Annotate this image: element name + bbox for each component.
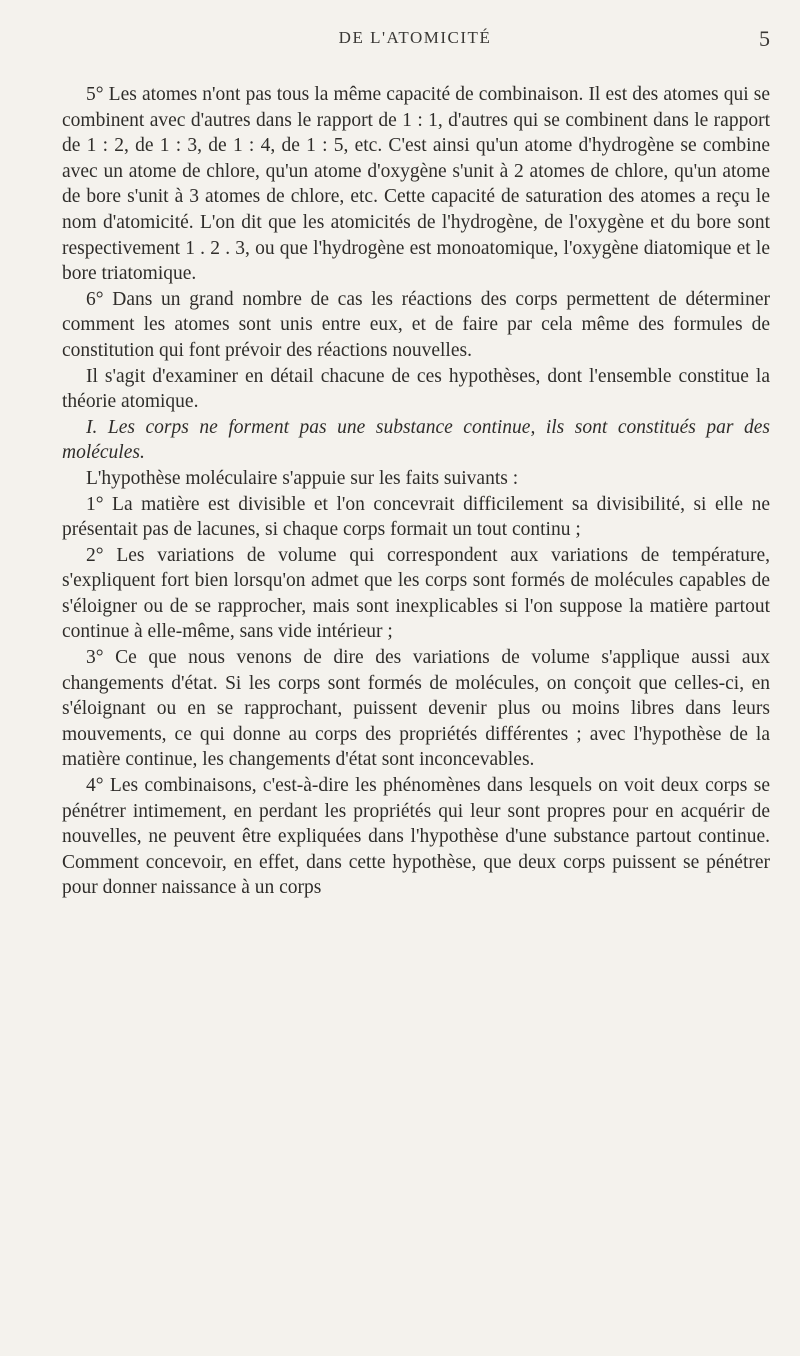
paragraph-point-1: 1° La matière est divisible et l'on concevrait difficilement sa divisibilité, si elle ne présentait pas de lacunes, si chaque corps formait un tout continu ; bbox=[62, 493, 770, 541]
running-head bbox=[60, 20, 770, 60]
paragraph-point-3: 3° Ce que nous venons de dire des variations de volume s'applique aussi aux changements d'état. Si les corps sont formés de molécules, on conçoit que celles-ci, en s'éloignant ou en se rapprochant, puissent devenir plus ou moins libres dans leurs mouvements, ce qui donne au corps des propriétés différentes ; avec l'hypothèse de la matière continue, les changements d'état sont inconcevables. bbox=[62, 647, 770, 771]
paragraph-6-formulas: 6° Dans un grand nombre de cas les réactions des corps permettent de déterminer comment les atomes sont unis entre eux, et de faire par cela même des formules de constitution qui font prévoir des réactions nouvelles. bbox=[62, 288, 770, 361]
page-number: 5 bbox=[759, 26, 770, 51]
section-heading-i: I. Les corps ne forment pas une substance continue, ils sont constitués par des molécules. bbox=[62, 416, 770, 464]
paragraph-examine-hypotheses: Il s'agit d'examiner en détail chacune de ces hypothèses, dont l'ensemble constitue la théorie atomique. bbox=[62, 365, 770, 413]
paragraph-molecular-hypothesis: L'hypothèse moléculaire s'appuie sur les faits suivants : bbox=[86, 467, 519, 489]
paragraph-point-4: 4° Les combinaisons, c'est-à-dire les phénomènes dans lesquels on voit deux corps se pénétrer intimement, en perdant les propriétés qui leur sont propres pour en acquérir de nouvelles, ne peuvent être expliquées dans l'hypothèse d'une substance partout continue. Comment concevoir, en effet, dans cette hypothèse, que deux corps puissent se pénétrer pour donner naissance à un corps bbox=[62, 775, 770, 899]
paragraph-5-atomicity: 5° Les atomes n'ont pas tous la même capacité de combinaison. Il est des atomes qui se combinent avec d'autres dans le rapport de 1 : 1, d'autres qui se combinent dans le rapport de 1 : 2, de 1 : 3, de 1 : 4, de 1 : 5, etc. C'est ainsi qu'un atome d'hydrogène se combine avec un atome de chlore, qu'un atome d'oxygène s'unit à 2 atomes de chlore, qu'un atome de bore s'unit à 3 atomes de chlore, etc. Cette capacité de saturation des atomes a reçu le nom d'atomicité. L'on dit que les atomicités de l'hydrogène, de l'oxygène et du bore sont respectivement 1 . 2 . 3, ou que l'hydrogène est monoatomique, l'oxygène diatomique et le bore triatomique. bbox=[62, 84, 770, 285]
body-text bbox=[62, 82, 770, 901]
paragraph-point-2: 2° Les variations de volume qui correspondent aux variations de température, s'expliquent fort bien lorsqu'on admet que les corps sont formés de molécules capables de s'éloigner ou de se rapprocher, mais sont inexplicables si l'on suppose la matière partout continue à elle-même, sans vide intérieur ; bbox=[62, 544, 770, 643]
running-title: DE L'ATOMICITÉ bbox=[338, 28, 492, 47]
